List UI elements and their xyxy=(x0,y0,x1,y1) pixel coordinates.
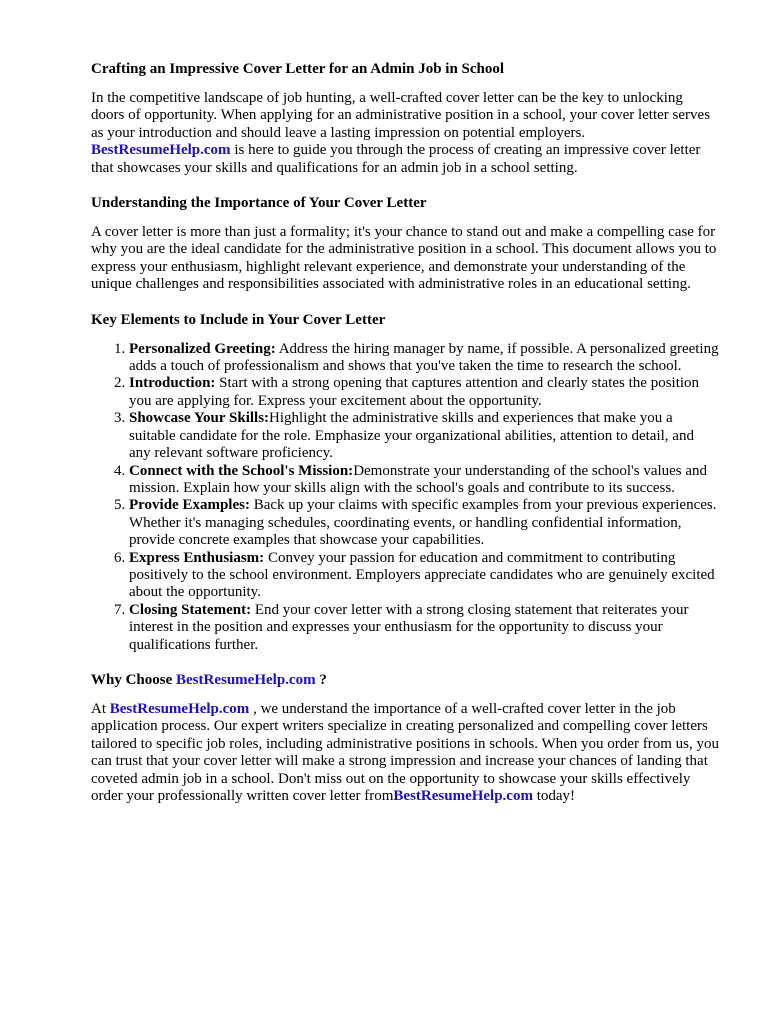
why-choose-start: At xyxy=(91,700,110,717)
list-item-label: Closing Statement: xyxy=(129,601,252,618)
bestresumehelp-link[interactable]: BestResumeHelp.com xyxy=(91,142,231,159)
list-item xyxy=(129,550,719,602)
why-choose-paragraph xyxy=(91,701,719,805)
section-heading-importance: Understanding the Importance of Your Cover Letter xyxy=(91,195,427,212)
list-item xyxy=(129,497,719,549)
list-item-label: Introduction: xyxy=(129,375,216,392)
list-item-text: End your cover letter with a strong closing statement that reiterates your interest in the position and expresses your enthusiasm for the opportunity to discuss your qualifications further. xyxy=(129,601,689,653)
section-heading-key-elements: Key Elements to Include in Your Cover Letter xyxy=(91,311,386,328)
bestresumehelp-heading-link[interactable]: BestResumeHelp.com xyxy=(176,671,316,688)
section-heading-why-choose xyxy=(91,671,720,689)
list-item xyxy=(129,463,719,498)
list-item-label: Provide Examples: xyxy=(129,497,250,514)
importance-paragraph: A cover letter is more than just a formality; it's your chance to stand out and make a compelling case for why you are the ideal candidate for the administrative position in a school. This document allows you to express your enthusiasm, highlight relevant experience, and demonstrate your understanding of the unique challenges and responsibilities associated with administrative roles in an educational setting. xyxy=(91,224,717,293)
list-item xyxy=(129,410,719,462)
list-item-label: Personalized Greeting: xyxy=(129,340,276,357)
list-item-text: Highlight the administrative skills and experiences that make you a suitable candidate for the role. Emphasize your organizational abilities, attention to detail, and any relevant software proficiency. xyxy=(129,410,694,462)
list-item xyxy=(129,375,719,410)
key-elements-list xyxy=(91,341,719,654)
list-item-label: Showcase Your Skills: xyxy=(129,410,270,427)
list-item-text: Start with a strong opening that captures attention and clearly states the position you are applying for. Express your excitement about the opportunity. xyxy=(129,375,700,409)
intro-text: In the competitive landscape of job hunting, a well-crafted cover letter can be the key to unlocking doors of opportunity. When applying for an administrative position in a school, your cover letter serves as your introduction and should leave a lasting impression on potential employers. xyxy=(91,90,711,141)
list-item xyxy=(129,602,719,654)
why-choose-end: today! xyxy=(532,788,576,804)
list-item-text: Address the hiring manager by name, if possible. A personalized greeting adds a touch of professionalism and shows that you've taken the time to research the school. xyxy=(129,340,719,375)
intro-paragraph xyxy=(91,90,719,177)
intro-text-after: is here to guide you through the process of creating an impressive cover letter that showcases your skills and qualifications for an admin job in a school setting. xyxy=(91,142,701,176)
list-item-text: Demonstrate your understanding of the school's values and mission. Explain how your skills align with the school's goals and contribute to its success. xyxy=(129,462,708,496)
list-item-label: Express Enthusiasm: xyxy=(129,549,265,566)
why-choose-question: ? xyxy=(315,671,327,688)
list-item xyxy=(129,341,719,376)
list-item-text: Convey your passion for education and commitment to contributing positively to the school environment. Employers appreciate candidates who are genuinely excited about the opportunity. xyxy=(129,549,715,601)
list-item-text: Back up your claims with specific examples from your previous experiences. Whether it's managing schedules, coordinating events, or handling confidential information, provide concrete examples that showcase your capabilities. xyxy=(129,497,717,549)
list-item-label: Connect with the School's Mission: xyxy=(129,462,354,479)
bestresumehelp-body-link[interactable]: BestResumeHelp.com xyxy=(109,700,250,717)
why-choose-text: Why Choose xyxy=(91,671,177,688)
bestresumehelp-order-link[interactable]: BestResumeHelp.com xyxy=(393,788,533,804)
document-title: Crafting an Impressive Cover Letter for an Admin Job in School xyxy=(91,61,505,77)
why-choose-body: , we understand the importance of a well-crafted cover letter in the job application process. Our expert writers specialize in creating personalized and compelling cover letters tailored to specific job roles, including administrative positions in schools. When you order from us, you can trust that your cover letter will make a strong impression and increase your chances of landing that coveted admin job in a school. Don't miss out on the opportunity to showcase your skills effectively order your professionally written cover letter from xyxy=(91,700,719,804)
